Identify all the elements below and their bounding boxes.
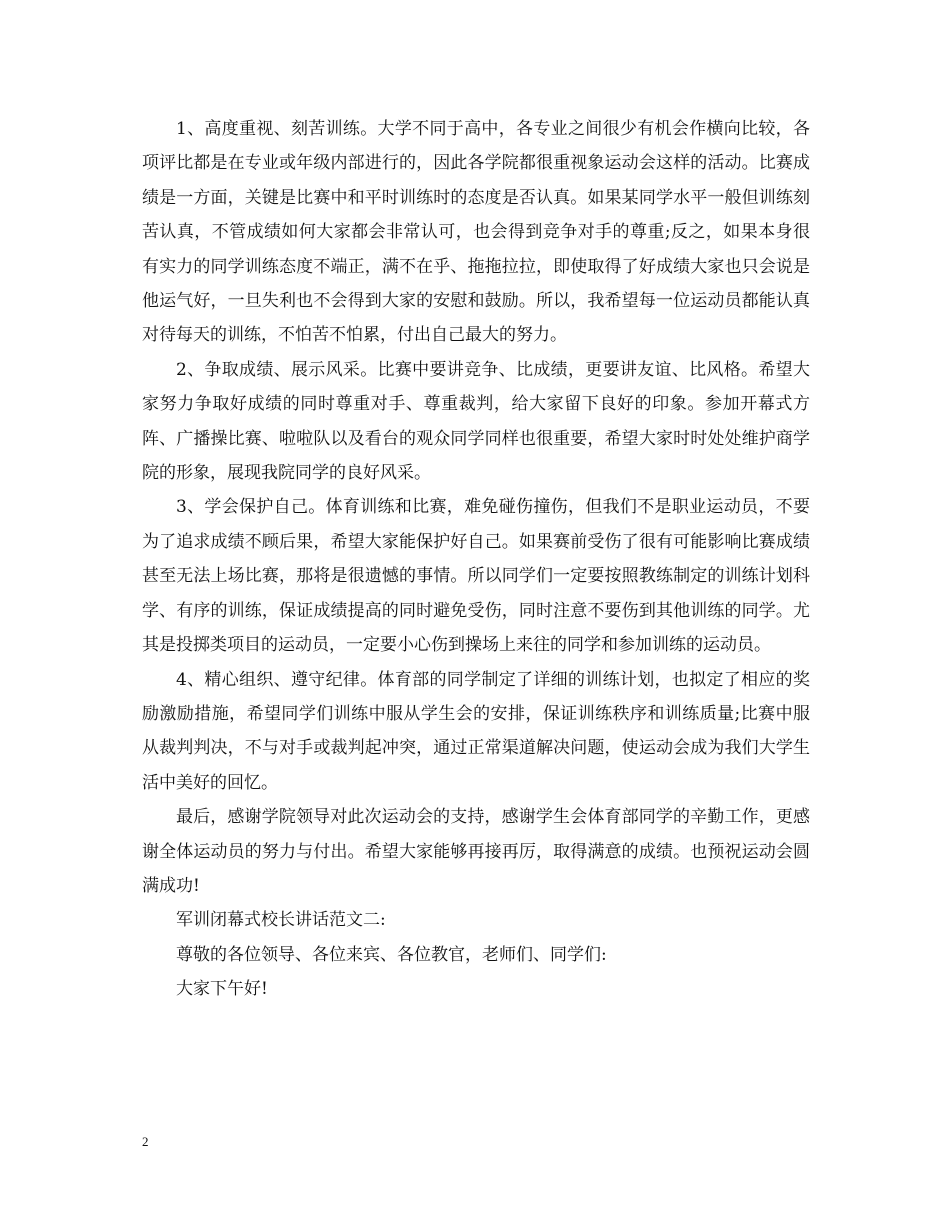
paragraph-2: 2、争取成绩、展示风采。比赛中要讲竞争、比成绩，更要讲友谊、比风格。希望大家努力争取好成绩的同时尊重对手、尊重裁判，给大家留下良好的印象。参加开幕式方阵、广播操比赛、啦啦队以及看台的观众同学同样也很重要，希望大家时时处处维护商学院的形象，展现我院同学的良好风采。 (142, 359, 810, 484)
greeting: 大家下午好! (176, 979, 268, 1000)
page-number: 2 (142, 1134, 149, 1149)
section-heading: 军训闭幕式校长讲话范文二: (176, 910, 386, 931)
paragraph-1: 1、高度重视、刻苦训练。大学不同于高中，各专业之间很少有机会作横向比较，各项评比都是在专业或年级内部进行的，因此各学院都很重视象运动会这样的活动。比赛成绩是一方面，关键是比赛中和平时训练时的态度是否认真。如果某同学水平一般但训练刻苦认真，不管成绩如何大家都会非常认可，也会得到竞争对手的尊重;反之，如果本身很有实力的同学训练态度不端正，满不在乎、拖拖拉拉，即使取得了好成绩大家也只会说是他运气好，一旦失利也不会得到大家的安慰和鼓励。所以，我希望每一位运动员都能认真对待每天的训练，不怕苦不怕累，付出自己最大的努力。 (142, 119, 810, 346)
paragraph-3: 3、学会保护自己。体育训练和比赛，难免碰伤撞伤，但我们不是职业运动员，不要为了追求成绩不顾后果，希望大家能保护好自己。如果赛前受伤了很有可能影响比赛成绩甚至无法上场比赛，那将是很遗憾的事情。所以同学们一定要按照教练制定的训练计划科学、有序的训练，保证成绩提高的同时避免受伤，同时注意不要伤到其他训练的同学。尤其是投掷类项目的运动员，一定要小心伤到操场上来往的同学和参加训练的运动员。 (142, 497, 810, 656)
paragraph-4: 4、精心组织、遵守纪律。体育部的同学制定了详细的训练计划，也拟定了相应的奖励激励措施，希望同学们训练中服从学生会的安排，保证训练秩序和训练质量;比赛中服从裁判判决，不与对手或裁判起冲突，通过正常渠道解决问题，使运动会成为我们大学生活中美好的回忆。 (142, 669, 810, 793)
paragraph-closing: 最后，感谢学院领导对此次运动会的支持，感谢学生会体育部同学的辛勤工作，更感谢全体运动员的努力与付出。希望大家能够再接再厉，取得满意的成绩。也预祝运动会圆满成功! (142, 807, 810, 896)
document-body (142, 112, 810, 1007)
salutation: 尊敬的各位领导、各位来宾、各位教官，老师们、同学们: (176, 944, 607, 965)
